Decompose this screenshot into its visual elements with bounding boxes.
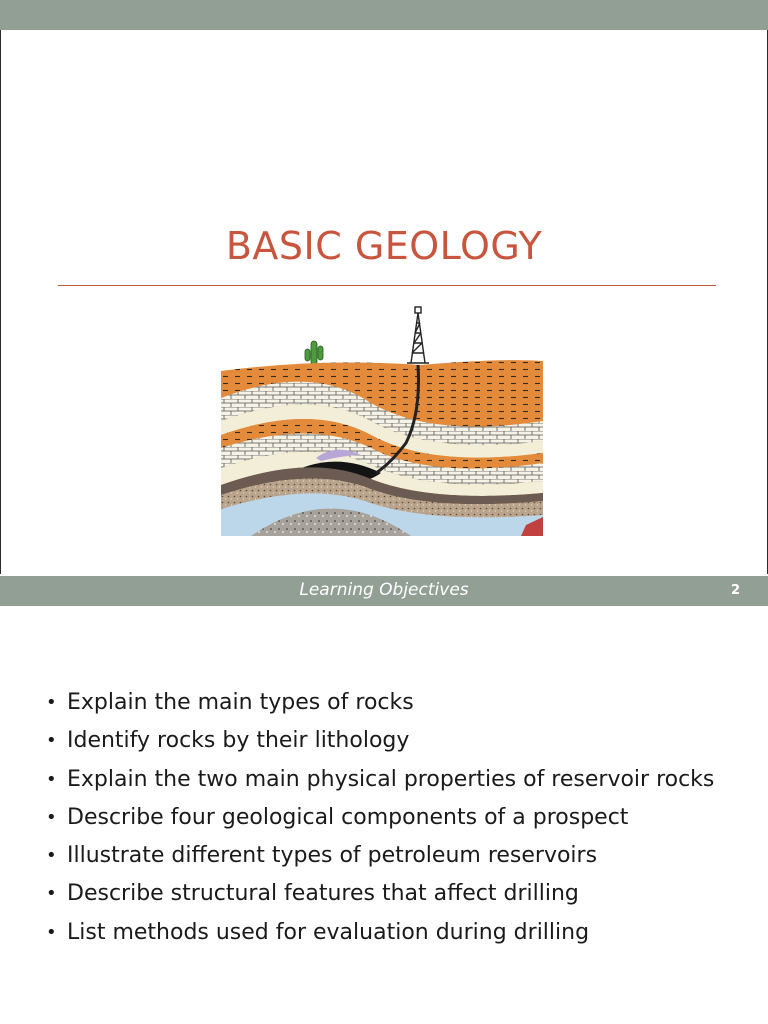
list-item: • Describe four geological components of a prospect <box>46 799 726 837</box>
slide-title: BASIC GEOLOGY <box>225 224 543 268</box>
page-number: 2 <box>730 583 740 598</box>
objectives-header-bar <box>0 576 768 606</box>
title-divider <box>58 285 716 286</box>
objectives-header-title: Learning Objectives <box>299 580 469 600</box>
list-item: • Illustrate different types of petroleum reservoirs <box>46 837 726 875</box>
list-item: • Explain the two main physical properties of reservoir rocks <box>46 761 726 799</box>
title-slide-top-bar <box>0 0 768 30</box>
list-item: • Identify rocks by their lithology <box>46 722 726 760</box>
geology-cross-section-icon <box>221 303 543 536</box>
objectives-slide <box>0 576 768 1024</box>
list-item: • Explain the main types of rocks <box>46 684 726 722</box>
objectives-list <box>46 684 726 952</box>
list-item: • List methods used for evaluation during drilling <box>46 914 726 952</box>
list-item: • Describe structural features that affect drilling <box>46 875 726 913</box>
